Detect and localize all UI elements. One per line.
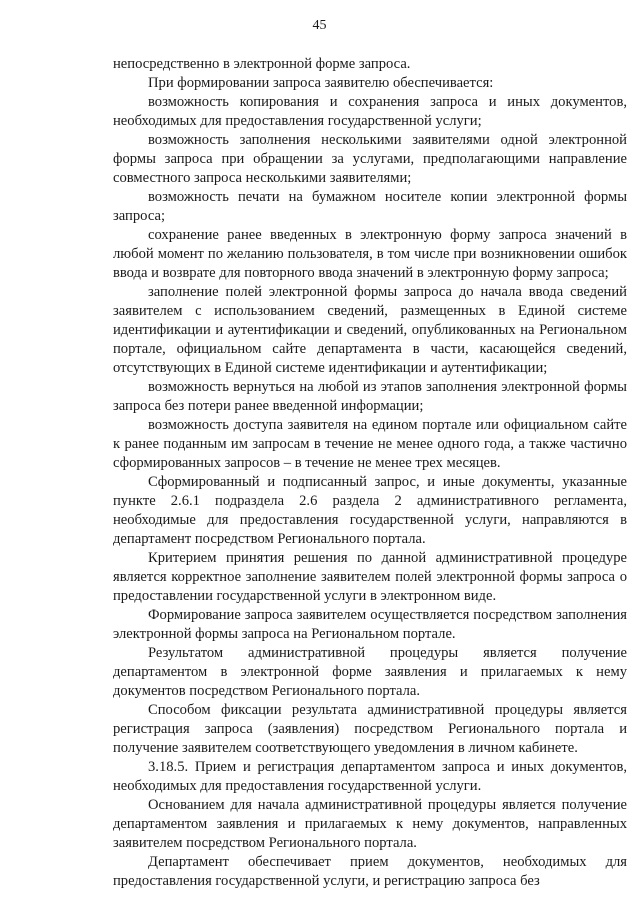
body-text <box>113 55 627 891</box>
paragraph: Сформированный и подписанный запрос, и иные документы, указанные пункте 2.6.1 подраздела 2.6 раздела 2 административного регламента, необходимые для предоставления государственной услуги, направляются в департамент посредством Регионального портала. <box>113 474 627 547</box>
paragraph: Способом фиксации результата административной процедуры является регистрация запроса (заявления) посредством Регионального портала и получение заявителем соответствующего уведомления в личном кабинете. <box>113 702 627 756</box>
page-number: 45 <box>312 18 327 33</box>
paragraph: Формирование запроса заявителем осуществляется посредством заполнения электронной формы запроса на Региональном портале. <box>113 607 627 642</box>
paragraph: возможность доступа заявителя на едином портале или официальном сайте к ранее поданным им запросам в течение не менее одного года, а также частично сформированных запросов – в течение не менее трех месяцев. <box>113 417 627 471</box>
paragraph: непосредственно в электронной форме запроса. <box>113 56 411 72</box>
paragraph: возможность печати на бумажном носителе копии электронной формы запроса; <box>113 189 627 224</box>
paragraph: При формировании запроса заявителю обеспечивается: <box>148 75 494 91</box>
paragraph: Критерием принятия решения по данной административной процедуре является корректное заполнение заявителем полей электронной формы запроса о предоставлении государственной услуги в электронном виде. <box>113 550 627 604</box>
paragraph: заполнение полей электронной формы запроса до начала ввода сведений заявителем с использованием сведений, размещенных в Единой системе идентификации и аутентификации и сведений, опубликованных на Региональном портале, официальном сайте департамента в части, касающейся сведений, отсутствующих в Единой системе идентификации и аутентификации; <box>113 284 627 376</box>
paragraph: сохранение ранее введенных в электронную форму запроса значений в любой момент по желанию пользователя, в том числе при возникновении ошибок ввода и возврате для повторного ввода значений в электронную форму запроса; <box>113 227 627 281</box>
paragraph: Результатом административной процедуры является получение департаментом в электронной форме заявления и прилагаемых к нему документов посредством Регионального портала. <box>113 645 627 699</box>
paragraph: возможность вернуться на любой из этапов заполнения электронной формы запроса без потери ранее введенной информации; <box>113 379 627 414</box>
paragraph: возможность копирования и сохранения запроса и иных документов, необходимых для предоставления государственной услуги; <box>113 94 627 129</box>
paragraph: возможность заполнения несколькими заявителями одной электронной формы запроса при обращении за услугами, предполагающими направление совместного запроса несколькими заявителями; <box>113 132 627 186</box>
paragraph: Основанием для начала административной процедуры является получение департаментом заявления и прилагаемых к нему документов, направленных заявителем посредством Регионального портала. <box>113 797 627 851</box>
paragraph: 3.18.5. Прием и регистрация департаментом запроса и иных документов, необходимых для предоставления государственной услуги. <box>113 759 627 794</box>
paragraph: Департамент обеспечивает прием документов, необходимых для предоставления государственной услуги, и регистрацию запроса без <box>113 854 627 889</box>
